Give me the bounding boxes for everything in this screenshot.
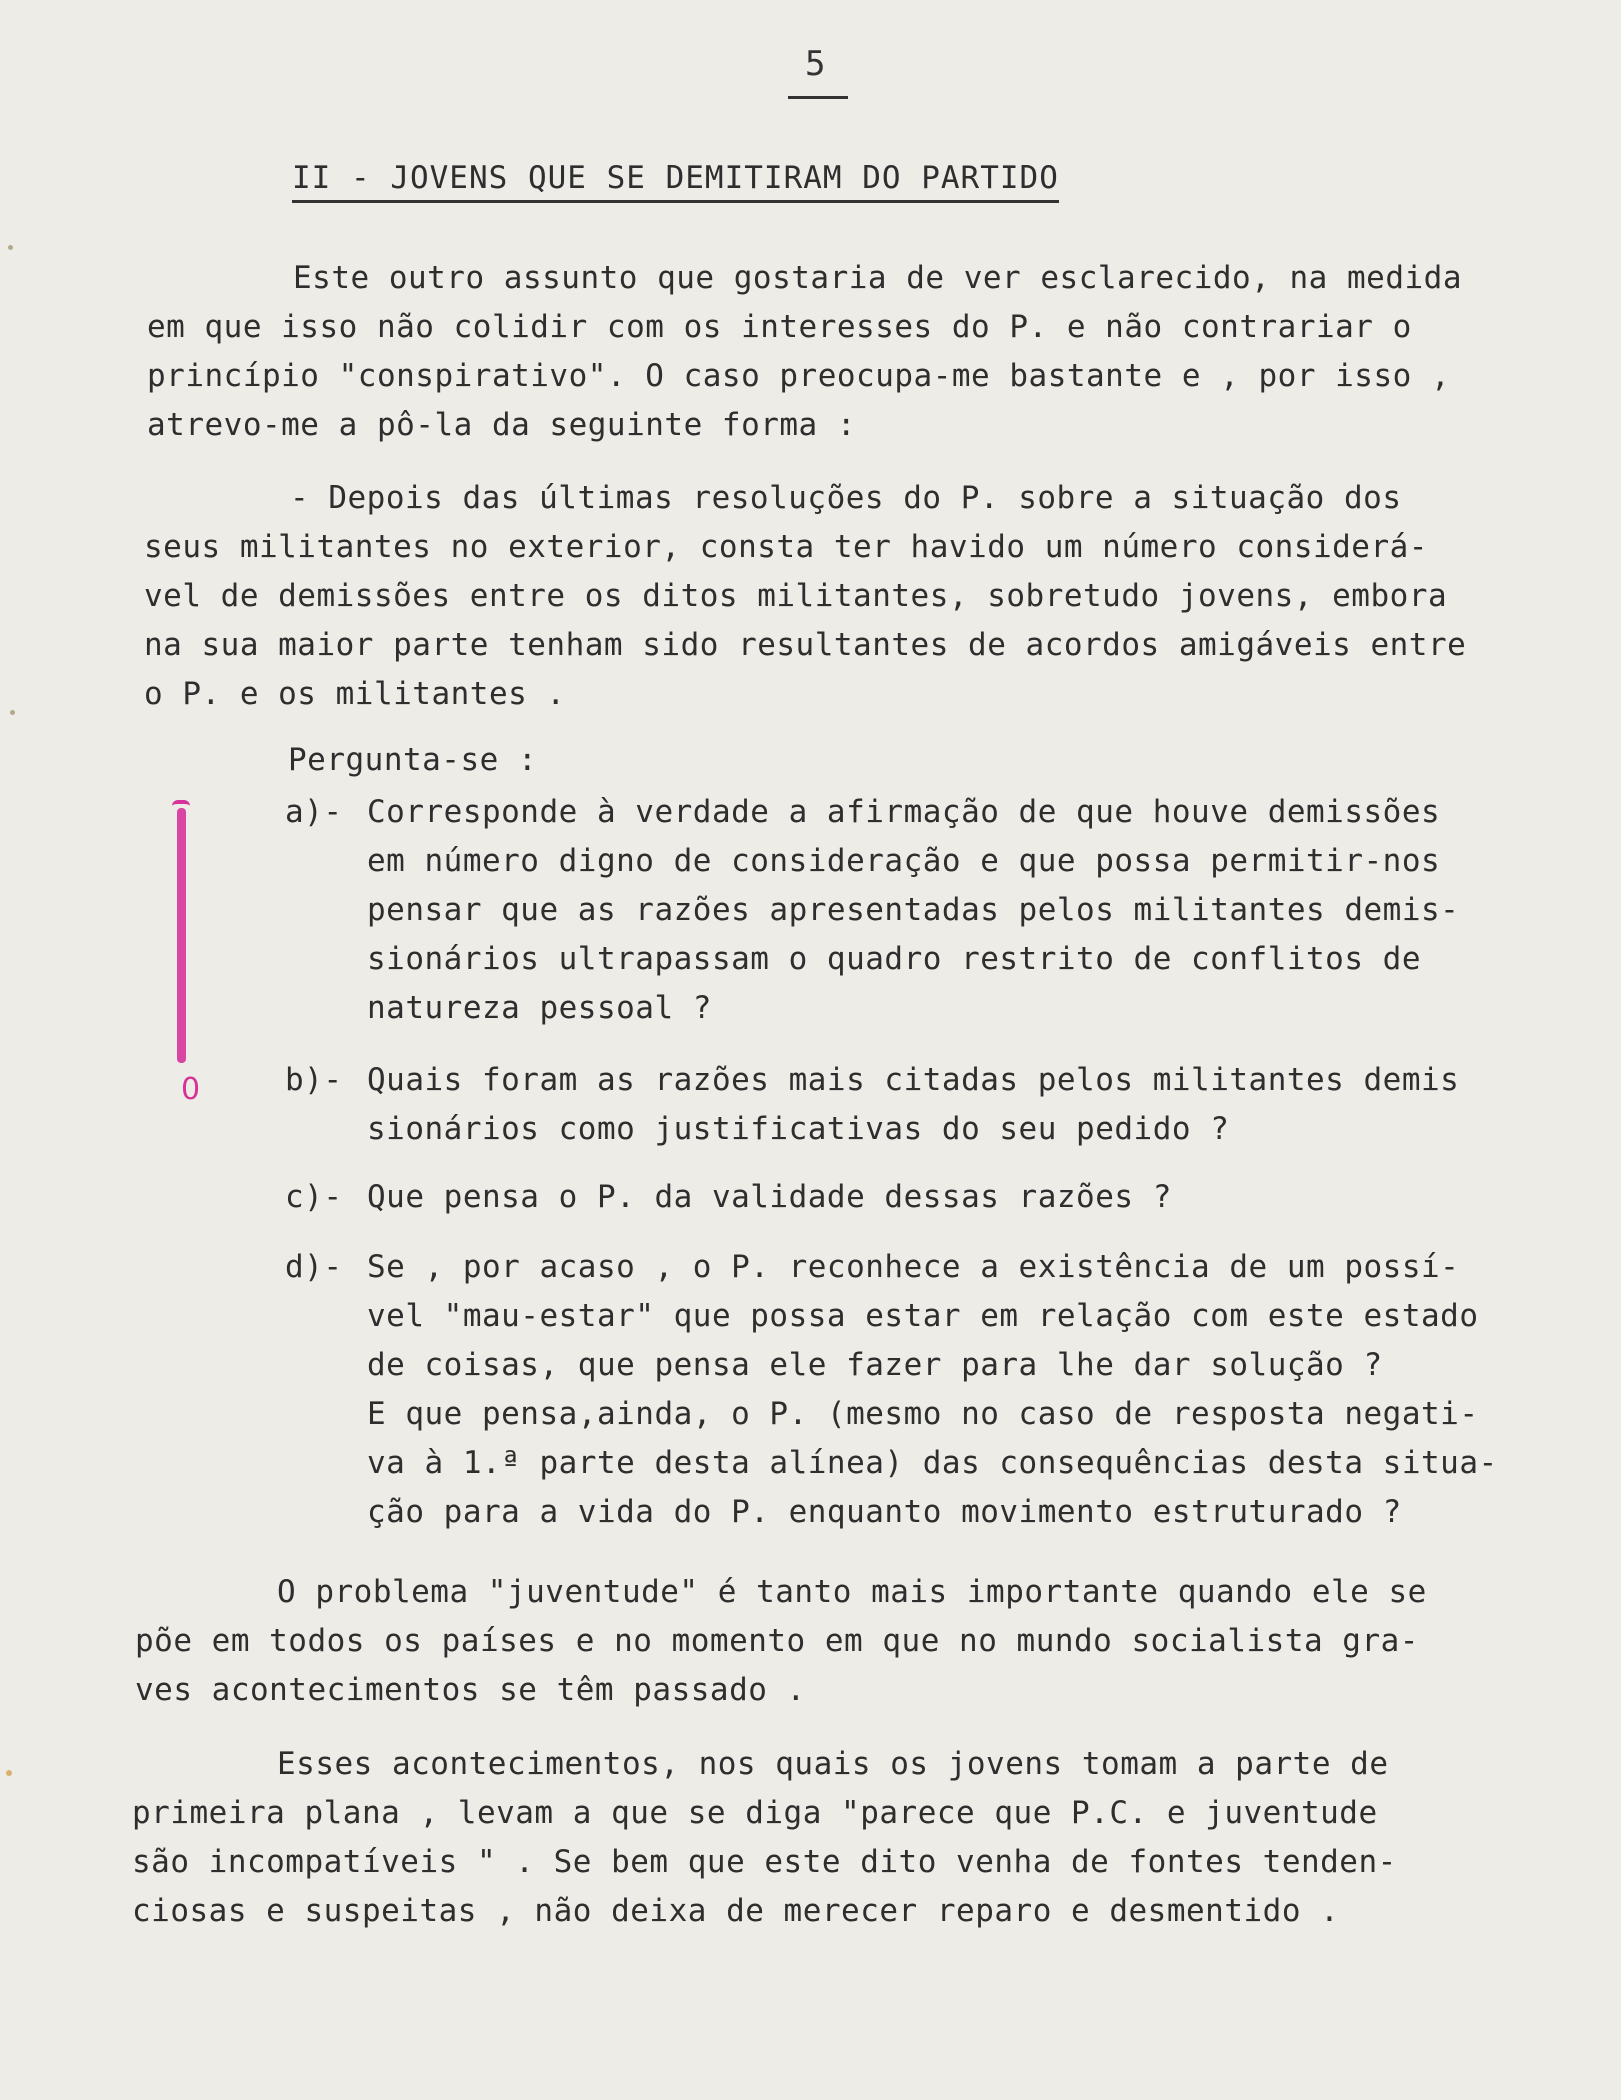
text-line: sionários como justificativas do seu pedido ? — [367, 1111, 1230, 1147]
question-label: b)- — [285, 1062, 343, 1098]
paper-speck — [10, 710, 15, 715]
text-line: Se , por acaso , o P. reconhece a existência de um possí- — [367, 1249, 1460, 1285]
text-line: atrevo-me a pô-la da seguinte forma : — [147, 407, 857, 443]
text-line: Este outro assunto que gostaria de ver esclarecido, na medida — [293, 260, 1462, 296]
text-line: Que pensa o P. da validade dessas razões ? — [367, 1179, 1172, 1215]
text-line: Quais foram as razões mais citadas pelos militantes demis — [367, 1062, 1460, 1098]
intro-paragraph — [147, 254, 1462, 450]
text-line: ciosas e suspeitas , não deixa de merecer reparo e desmentido . — [132, 1893, 1340, 1929]
text-line: de coisas, que pensa ele fazer para lhe dar solução ? — [367, 1347, 1383, 1383]
text-line: Esses acontecimentos, nos quais os jovens tomam a parte de — [277, 1746, 1389, 1782]
question-text — [367, 1243, 1498, 1537]
paper-speck — [6, 1770, 12, 1776]
text-line: põe em todos os países e no momento em que no mundo socialista gra- — [135, 1623, 1419, 1659]
text-line: vel "mau-estar" que possa estar em relação com este estado — [367, 1298, 1479, 1334]
text-line: ves acontecimentos se têm passado . — [135, 1672, 806, 1708]
paper-speck — [8, 245, 13, 250]
text-line: o P. e os militantes . — [144, 676, 566, 712]
text-line: princípio "conspirativo". O caso preocupa-me bastante e , por isso , — [147, 358, 1451, 394]
text-line: va à 1.ª parte desta alínea) das consequências desta situa- — [367, 1445, 1498, 1481]
text-line: pensar que as razões apresentadas pelos militantes demis- — [367, 892, 1460, 928]
page-number-underline — [788, 96, 848, 99]
events-paragraph — [132, 1740, 1397, 1936]
text-line: natureza pessoal ? — [367, 990, 712, 1026]
question-text — [367, 1173, 1172, 1222]
question-lead: Pergunta-se : — [288, 742, 538, 778]
text-line: - Depois das últimas resoluções do P. sobre a situação dos — [290, 480, 1402, 516]
text-line: E que pensa,ainda, o P. (mesmo no caso de resposta negati- — [367, 1396, 1479, 1432]
text-line: são incompatíveis " . Se bem que este dito venha de fontes tenden- — [132, 1844, 1397, 1880]
text-line: em que isso não colidir com os interesses do P. e não contrariar o — [147, 309, 1412, 345]
question-text — [367, 1056, 1459, 1154]
text-line: Corresponde à verdade a afirmação de que houve demissões — [367, 794, 1441, 830]
text-line: na sua maior parte tenham sido resultantes de acordos amigáveis entre — [144, 627, 1467, 663]
question-label: c)- — [285, 1179, 343, 1215]
text-line: vel de demissões entre os ditos militantes, sobretudo jovens, embora — [144, 578, 1448, 614]
context-paragraph — [144, 474, 1466, 719]
text-line: seus militantes no exterior, consta ter havido um número considerá- — [144, 529, 1428, 565]
margin-bracket — [177, 808, 186, 1063]
question-label: a)- — [285, 794, 343, 830]
text-line: em número digno de consideração e que possa permitir-nos — [367, 843, 1441, 879]
text-line: O problema "juventude" é tanto mais importante quando ele se — [277, 1574, 1427, 1610]
margin-mark: 0 — [181, 1072, 201, 1107]
youth-problem-paragraph — [135, 1568, 1427, 1715]
section-title: II - JOVENS QUE SE DEMITIRAM DO PARTIDO — [292, 160, 1059, 203]
question-label: d)- — [285, 1249, 343, 1285]
question-text — [367, 788, 1459, 1033]
text-line: primeira plana , levam a que se diga "parece que P.C. e juventude — [132, 1795, 1378, 1831]
text-line: sionários ultrapassam o quadro restrito de conflitos de — [367, 941, 1421, 977]
page-number: 5 — [805, 44, 826, 84]
text-line: ção para a vida do P. enquanto movimento estruturado ? — [367, 1494, 1402, 1530]
